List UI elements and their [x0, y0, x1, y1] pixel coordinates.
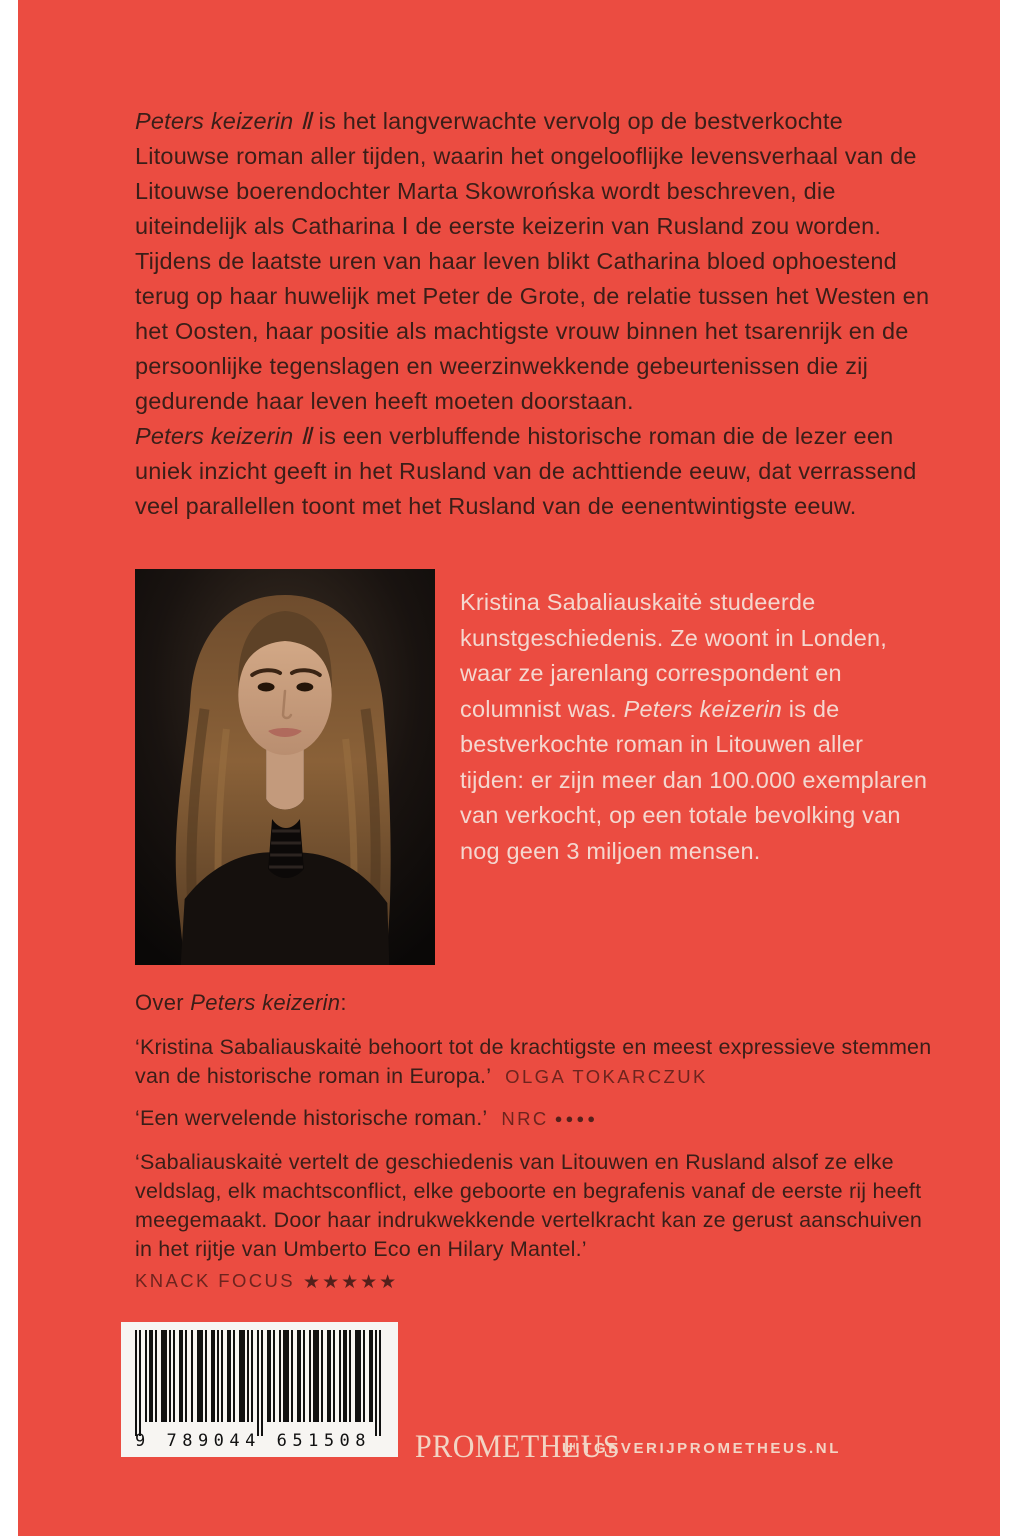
publisher-url: UITGEVERIJPROMETHEUS.NL: [562, 1440, 841, 1457]
barcode-number: 9 789044 651508: [135, 1431, 372, 1451]
quote-2-rating-dots: ●●●●: [554, 1111, 599, 1126]
barcode: [121, 1322, 398, 1457]
review-quote-1: [135, 1033, 937, 1091]
author-portrait-illustration: [135, 569, 435, 965]
reviews-heading-title: Peters keizerin: [190, 990, 341, 1015]
quote-3-text: ‘Sabaliauskaitė vertelt de geschiedenis van Litouwen en Rusland alsof ze elke veldslag, elk machtsconflict, elke geboorte en begrafenis vanaf de eerste rij heeft meegemaakt. Door haar indrukwekkende vertelkracht kan ze gerust aanschuiven in het rijtje van Umberto Eco en Hilary Mantel.’: [135, 1150, 923, 1261]
quote-3-attribution: [135, 1266, 937, 1297]
quote-1-source: OLGA TOKARCZUK: [505, 1066, 708, 1087]
quote-3-source: KNACK FOCUS: [135, 1270, 296, 1291]
synopsis-paragraph-2: [135, 419, 937, 524]
synopsis-text-2: is een verbluffende historische roman die de lezer een uniek inzicht geeft in het Rusland van de achttiende eeuw, dat verrassend veel parallellen toont met het Rusland van de eenentwintigste eeuw.: [135, 423, 917, 519]
quote-1-text: ‘Kristina Sabaliauskaitė behoort tot de krachtigste en meest expressieve stemmen van de historische roman in Europa.’: [135, 1035, 932, 1088]
quote-3-rating-stars: ★★★★★: [303, 1272, 399, 1293]
book-title-italic: Peters keizerin Ⅱ: [135, 108, 312, 134]
reviews-heading-suffix: :: [340, 990, 347, 1015]
review-quote-3: [135, 1148, 937, 1297]
author-bio-block: [460, 585, 928, 869]
reviews-heading-prefix: Over: [135, 990, 191, 1015]
prometheus-logo: PROMETHEUS: [415, 1429, 621, 1465]
author-photo: [135, 569, 435, 965]
synopsis-text-1: is het langverwachte vervolg op de bestverkochte Litouwse roman aller tijden, waarin het ongelooflijke levensverhaal van de Litouwse boerendochter Marta Skowrońska wordt beschreven, die uiteindelijk als Catharina Ⅰ de eerste keizerin van Rusland zou worden. Tijdens de laatste uren van haar leven blikt Catharina bloed ophoestend terug op haar huwelijk met Peter de Grote, de relatie tussen het Westen en het Oosten, haar positie als machtigste vrouw binnen het tsarenrijk en de persoonlijke tegenslagen en weerzinwekkende gebeurtenissen die zij gedurende haar leven heeft moeten doorstaan.: [135, 108, 930, 414]
synopsis-block: [135, 104, 937, 524]
reviews-heading: [135, 990, 347, 1016]
bio-book-title-italic: Peters keizerin: [623, 695, 783, 722]
book-title-italic-2: Peters keizerin Ⅱ: [135, 423, 312, 449]
quote-2-text: ‘Een wervelende historische roman.’: [135, 1106, 488, 1130]
review-quote-2: [135, 1104, 937, 1133]
quote-2-source: NRC: [501, 1108, 549, 1129]
bio-text-1: Kristina Sabaliauskaitė studeerde kunstgeschiedenis. Ze woont in Londen, waar ze jarenlang correspondent en columnist was.: [460, 589, 887, 722]
synopsis-paragraph-1: [135, 104, 937, 419]
bio-text-2: is de bestverkochte roman in Litouwen aller tijden: er zijn meer dan 100.000 exemplaren van verkocht, op een totale bevolking van nog geen 3 miljoen mensen.: [460, 695, 928, 864]
